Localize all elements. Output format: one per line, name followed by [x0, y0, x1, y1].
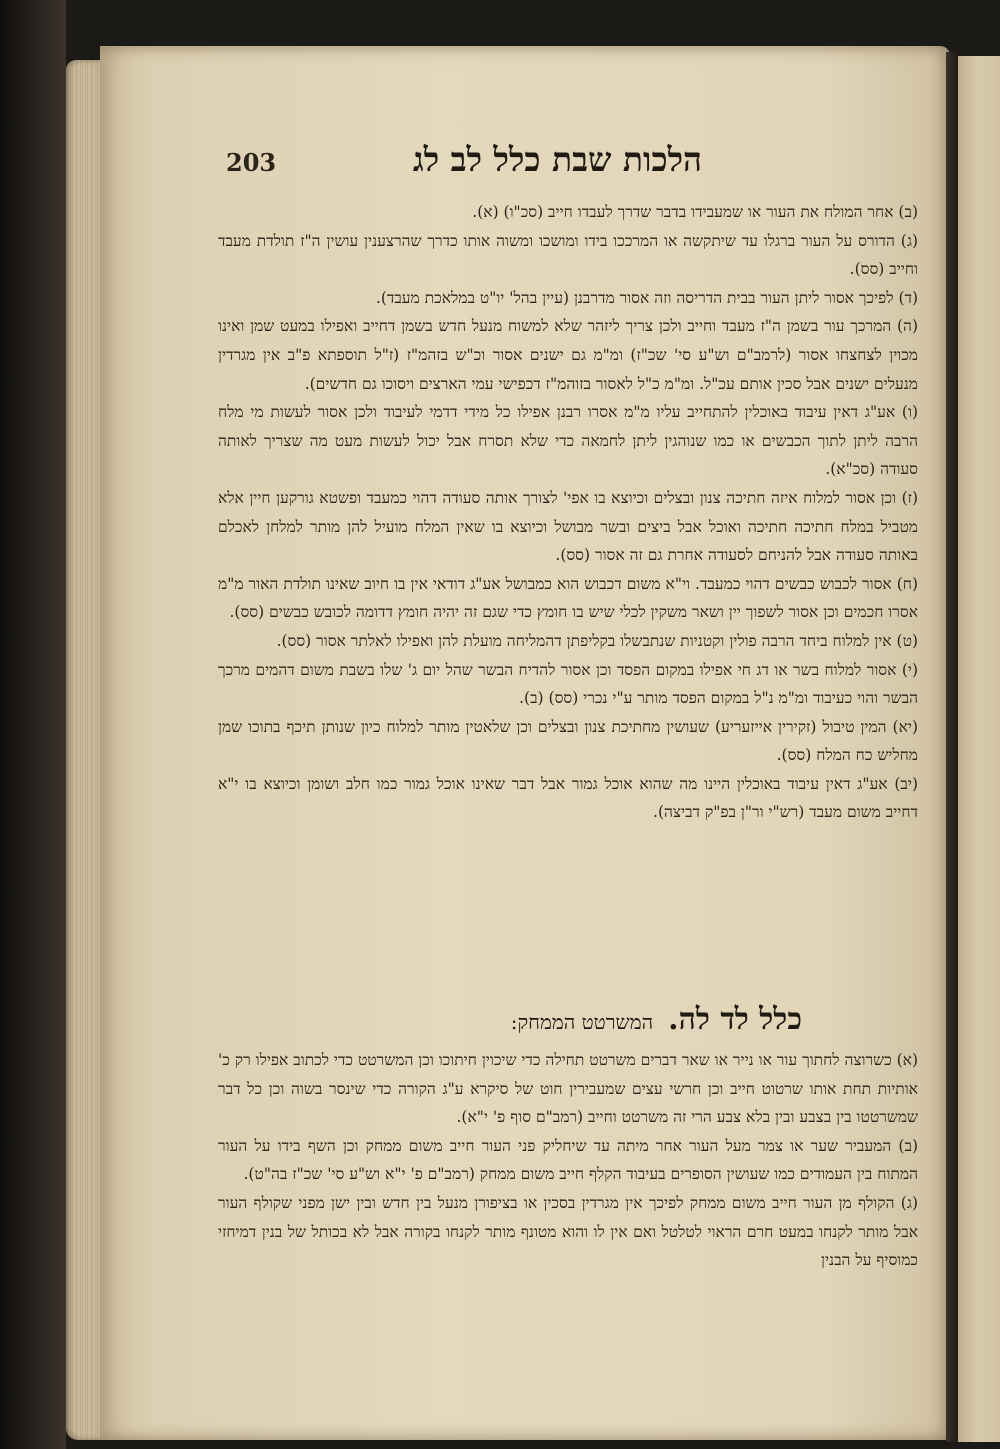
- running-title: הלכות שבת כלל לב לג: [412, 140, 702, 179]
- section-subtitle: המשרטט הממחק:: [510, 1010, 654, 1034]
- paragraph: (ו) אע"ג דאין עיבוד באוכלין להתחייב עליו מ"מ אסרו רבנן אפילו כל מידי דדמי לעיבוד ולכן אסור לעשות מי מלח הרבה ליתן לתוך הכבשים או כמו שנוהגין ליתן לחמאה כדי שלא תסרח אבל יכול לעשות מעט מה שצריך לאותה סעודה (סכ"א).: [218, 403, 918, 479]
- paragraph: (י) אסור למלוח בשר או דג חי אפילו במקום הפסד וכן אסור להדיח הבשר שהל יום ג' שלו בשבת משום דהמים מרכך הבשר והוי כעיבוד ומ"מ נ"ל במקום הפסד מותר ע"י נכרי (סס) (ב).: [218, 660, 918, 708]
- section-heading: [372, 1002, 802, 1046]
- paragraph: (ז) וכן אסור למלוח איזה חתיכה צנון ובצלים וכיוצא בו אפי' לצורך אותה סעודה דהוי כמעבד ופשטא גורקען חיין אלא מטביל במלח חתיכה חתיכה ואוכל אבל ביצים ובשר מבושל וכיוצא בו שאין המלח מועיל להן מותר למלחן לאכלם באותה סעודה אבל להניחם לסעודה אחרת גם זה אסור (סס).: [218, 488, 918, 565]
- facing-page-edge: [958, 56, 1000, 1442]
- section-title: כלל לד לה.: [668, 1002, 802, 1037]
- paragraph: (ג) הדורס על העור ברגלו עד שיתקשה או המרככו בידו ומושכו ומשוה אותו כדרך שהרצענין עושין ה"ז תולדת מעבד וחייב (סס).: [218, 231, 918, 279]
- page-stack-edge: [66, 60, 100, 1440]
- paragraph: (יב) אע"ג דאין עיבוד באוכלין היינו מה שהוא אוכל גמור אבל דבר שאינו אוכל גמור כמו חלב ושומן וכיוצא בו י"א דחייב משום מעבד (רש"י ור"ן בפ"ק דביצה).: [218, 774, 918, 822]
- paragraph: (ב) אחר המולח את העור או שמעבידו בדבר שדרך לעבדו חייב (סכ"ו) (א).: [472, 203, 918, 221]
- paragraph: (ה) המרכך עור בשמן ה"ז מעבד וחייב ולכן צריך ליזהר שלא למשוח מנעל חדש בשמן דחייב ואפילו במעט שמן ואינו מכוין לצחצחו אסור (לרמב"ם וש"ע סי' שכ"ז) ומ"מ גם ישנים אסור וכ"ש בזהמ"ז (ז"ל תוספתא פ"ב אין מגרדין מנעלים ישנים אבל סכין אותם עכ"ל. ומ"מ כ"ל לאסור בזוהמ"ז דכפישי עמי הארצים ויסוכו גם חדשים).: [218, 317, 918, 393]
- paragraph: (יא) המין טיבול (זקירין אייזעריע) שעושין מחתיכת צנון ובצלים וכן שלאטין מותר למלוח כיון שנותן תיכף בתוכו שמן מחליש כח המלח (סס).: [218, 717, 918, 765]
- body-text-bottom: [218, 1046, 918, 1275]
- paragraph: (ט) אין למלוח ביחד הרבה פולין וקטניות שנתבשלו בקליפתן דהמליחה מועלת להן ואפילו לאלתר אסור (סס).: [276, 631, 918, 650]
- paragraph: (ד) לפיכך אסור ליתן העור בבית הדריסה וזה אסור מדרבנן (עיין בהל' יו"ט במלאכת מעבד).: [375, 288, 918, 307]
- page-number: 203: [226, 148, 277, 177]
- body-text-top: [218, 198, 918, 827]
- background-left: [0, 0, 66, 1449]
- paragraph: (ב) המעביר שער או צמר מעל העור אחר מיתה עד שיחליק פני העור חייב משום ממחק וכן השף בידו על העור המתוח בין העמודים כמו שעושין הסופרים בעיבוד הקלף חייב משום ממחק (רמב"ם פ' י"א וש"ע סי' שכ"ז בה"ט).: [218, 1136, 918, 1184]
- paragraph: (ח) אסור לכבוש כבשים דהוי כמעבד. וי"א משום דכבוש הוא כמבושל אע"ג דודאי אין בו חיוב שאינו תולדת האור מ"מ אסרו חכמים וכן אסור לשפוך יין ושאר משקין לכלי שיש בו חומץ כדי שגם זה יהיה חומץ דדומה לכובש כבשים (סס).: [218, 574, 918, 622]
- paragraph: (ג) הקולף מן העור חייב משום ממחק לפיכך אין מגרדין בסכין או בציפורן מנעל בין חדש ובין ישן מפני שקולף העור אבל מותר לקנחו במעט חרם הראוי לטלטל ואם אין לו והוא מטונף מותר לקנחו בקורה אבל לא בכותל של בנין דמיחזי כמוסיף על הבנין: [218, 1193, 918, 1270]
- page-header: [226, 140, 702, 192]
- paragraph: (א) כשרוצה לחתוך עור או נייר או שאר דברים משרטט תחילה כדי שיכוין חיתוכו וכן המשרטט כדי לכתוב אפילו רק כ' אותיות תחת אותו שרטוט חייב וכן חרשי עצים שמעבירין חוט של סיקרא ע"ג הקורה כדי שינסר בשוה וכן כל דבר שמשרטטו בין בצבע ובין בלא צבע הרי זה משרטט וחייב (רמב"ם סוף פ' י"א).: [218, 1051, 918, 1127]
